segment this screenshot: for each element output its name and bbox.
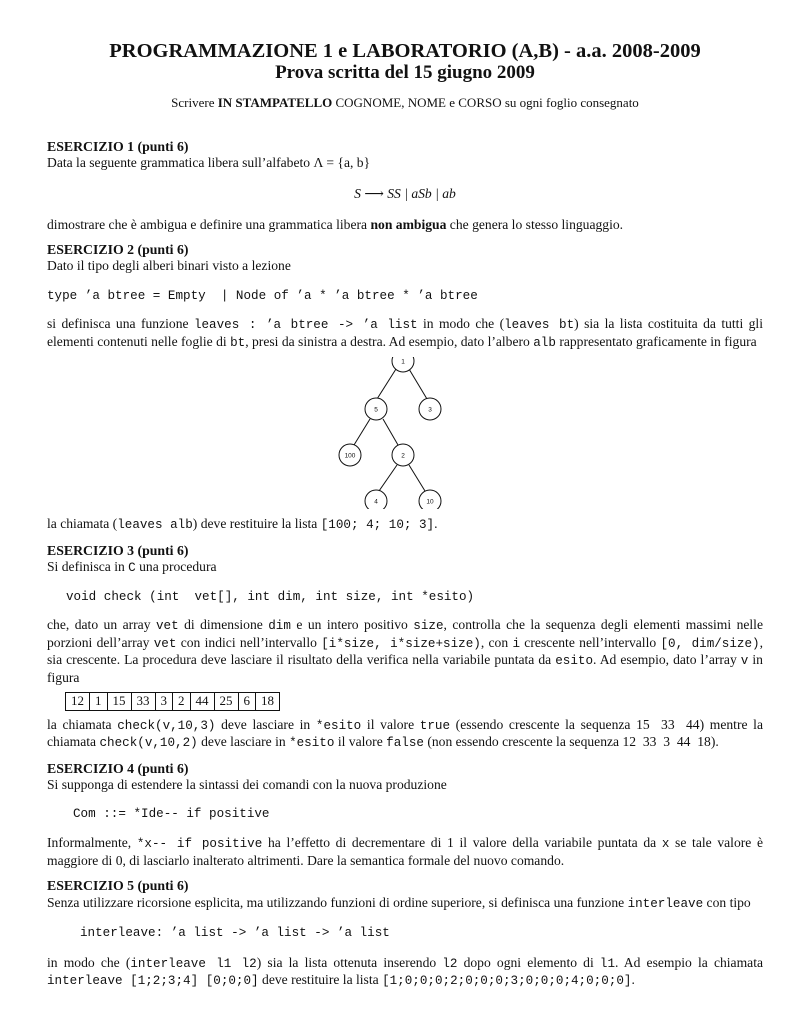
text: Senza utilizzare ricorsione esplicita, ma utilizzando funzioni di ordine superiore, si definisca una funzione — [47, 894, 628, 910]
text: ). — [710, 734, 719, 749]
text: si definisca una funzione — [47, 316, 194, 331]
text: che genera lo stesso linguaggio. — [446, 217, 624, 232]
text: crescente nell’intervallo — [520, 634, 661, 650]
exercise-2-intro: Dato il tipo degli alberi binari visto a lezione — [47, 258, 291, 273]
binary-tree-svg — [47, 357, 763, 509]
exercise-3-intro — [47, 559, 763, 577]
tree-node-label: 3 — [428, 406, 432, 414]
sequence: 12 33 3 44 18 — [622, 734, 711, 749]
text: deve lasciare in — [197, 734, 290, 749]
array-cell: 12 — [66, 693, 90, 711]
exercise-3-text — [47, 617, 763, 686]
text: (essendo crescente la sequenza — [450, 716, 637, 732]
inline-code: *esito — [289, 736, 335, 750]
text: dopo ogni elemento di — [457, 954, 600, 970]
inline-code: v — [740, 654, 749, 668]
text: rappresentato graficamente in figura — [555, 333, 757, 349]
text: in figura — [47, 652, 763, 685]
btree-type-code: type ’a btree = Empty | Node of ’a * ’a btree * ’a btree — [47, 288, 478, 303]
exercise-5-intro — [47, 895, 763, 913]
text: di dimensione — [178, 617, 269, 632]
inline-code: *x-- if positive — [136, 837, 263, 851]
array-row — [66, 693, 280, 711]
tree-node-label: 10 — [426, 498, 434, 506]
text: (non essendo crescente la sequenza — [423, 734, 623, 749]
text: in modo che ( — [47, 954, 131, 970]
inline-code: interleave [1;2;3;4] [0;0;0] — [47, 974, 259, 988]
exercise-2-text — [47, 316, 763, 351]
exercise-4-heading: ESERCIZIO 4 (punti 6) — [47, 760, 189, 776]
check-signature-code: void check (int vet[], int dim, int size, int *esito) — [66, 589, 475, 604]
com-production-code: Com ::= *Ide-- if positive — [73, 806, 270, 821]
text: , controlla che la sequenza degli elementi massimi nelle porzioni dell’array — [47, 617, 763, 650]
inline-code: [100; 4; 10; 3] — [320, 518, 435, 532]
tree-edge — [409, 465, 425, 491]
exercise-1-heading: ESERCIZIO 1 (punti 6) — [47, 138, 189, 154]
page-subtitle: Prova scritta del 15 giugno 2009 — [275, 62, 535, 83]
tree-node-label: 4 — [374, 498, 378, 506]
inline-code: vet — [155, 619, 179, 633]
inline-code: bt — [230, 335, 246, 350]
inline-code: *esito — [315, 718, 362, 733]
text: ) sia la lista costituita da tutti gli elementi contenuti nelle foglie di — [47, 316, 763, 349]
text: con tipo — [703, 894, 751, 910]
array-cell: 2 — [173, 693, 191, 711]
inline-code: interleave l1 l2 — [130, 956, 257, 971]
exercise-2-result — [47, 516, 763, 534]
tree-edges — [354, 369, 427, 491]
exercise-3-result — [47, 717, 763, 752]
text: , con — [480, 634, 513, 650]
inline-code: [i*size, i*size+size) — [321, 636, 481, 651]
inline-code: alb — [533, 335, 556, 350]
text: , sia crescente. La procedura deve lasciare il risultato della verifica nella variabile puntata da — [47, 634, 764, 667]
text: Si definisca in — [47, 559, 129, 574]
tree-node-label: 100 — [344, 452, 356, 460]
tree-edge — [409, 369, 427, 399]
exercise-5-heading: ESERCIZIO 5 (punti 6) — [47, 878, 189, 893]
instruction-text: Scrivere — [171, 95, 218, 110]
array-cell: 18 — [256, 693, 280, 711]
text: deve lasciare in — [215, 716, 316, 732]
text: Informalmente, — [47, 835, 137, 850]
example-array-table — [65, 692, 280, 711]
inline-code: i — [512, 636, 520, 651]
inline-code: esito — [555, 654, 594, 668]
text: ) sia la lista ottenuta inserendo — [256, 954, 443, 970]
array-cell: 1 — [90, 693, 108, 711]
exercise-2-heading: ESERCIZIO 2 (punti 6) — [47, 241, 189, 257]
text: , presi da sinistra a destra. Ad esempio, dato l’albero — [245, 333, 534, 349]
inline-code: C — [128, 561, 136, 575]
inline-code: check(v,10,2) — [99, 736, 198, 750]
text: ha l’effetto di decrementare di 1 il valore della variabile puntata da — [262, 835, 662, 850]
array-cell: 25 — [214, 693, 238, 711]
bold-text: non ambigua — [370, 217, 447, 232]
interleave-type-code: interleave: ’a list -> ’a list -> ’a list — [80, 926, 390, 940]
text: deve restituire la lista — [258, 972, 383, 987]
tree-node-label: 5 — [374, 406, 378, 414]
inline-code: l2 — [442, 956, 458, 971]
exam-page — [47, 40, 763, 990]
exercise-1-text — [47, 217, 763, 234]
inline-code: leaves alb — [117, 518, 193, 532]
array-cell: 6 — [238, 693, 256, 711]
exercise-3-heading: ESERCIZIO 3 (punti 6) — [47, 542, 189, 558]
text: . Ad esempio la chiamata — [615, 954, 764, 970]
inline-code: leaves : ’a btree -> ’a list — [193, 318, 418, 332]
tree-node-label: 2 — [401, 452, 405, 460]
text: . — [631, 972, 635, 987]
text: il valore — [361, 716, 420, 732]
inline-code: vet — [153, 636, 177, 651]
exercise-4-text — [47, 835, 763, 869]
text: dimostrare che è ambigua e definire una grammatica libera — [47, 217, 371, 232]
text: ) deve restituire la lista — [192, 516, 321, 531]
inline-code: check(v,10,3) — [117, 718, 216, 733]
instructions — [47, 95, 763, 112]
text: la chiamata ( — [47, 516, 118, 531]
text: . Ad esempio, dato l’array — [593, 652, 741, 667]
page-title: PROGRAMMAZIONE 1 e LABORATORIO (A,B) - a.a. 2008-2009 — [109, 40, 701, 62]
text: una procedura — [135, 559, 217, 574]
inline-code: interleave — [627, 896, 704, 911]
tree-edge — [354, 419, 370, 445]
text: ) mentre la chiamata — [47, 716, 763, 749]
text: e un intero positivo — [290, 617, 414, 632]
inline-code: [1;0;0;0;2;0;0;0;3;0;0;0;4;0;0;0] — [382, 974, 632, 988]
instruction-bold: IN STAMPATELLO — [217, 95, 333, 110]
text: . — [434, 516, 438, 531]
text: con indici nell’intervallo — [176, 634, 322, 650]
exercise-4-intro: Si supponga di estendere la sintassi dei comandi con la nuova produzione — [47, 777, 447, 792]
array-cell: 15 — [107, 693, 131, 711]
tree-edge — [383, 419, 398, 445]
instruction-text-2: COGNOME, NOME e CORSO su ogni foglio consegnato — [332, 95, 639, 110]
exercise-1-intro: Data la seguente grammatica libera sull’alfabeto Λ = {a, b} — [47, 155, 371, 170]
tree-edge — [379, 465, 397, 491]
inline-code: leaves bt — [504, 318, 575, 332]
text: se tale valore è maggiore di 0, di lasciarlo inalterato altrimenti. Dare la semantica formale del nuovo comando. — [47, 835, 764, 868]
grammar-formula: S ⟶ SS | aSb | ab — [354, 185, 456, 201]
array-cell: 3 — [155, 693, 173, 711]
exercise-5-text — [47, 955, 763, 990]
binary-tree-figure — [47, 357, 763, 509]
text: che, dato un array — [47, 617, 156, 632]
tree-edge — [377, 369, 396, 399]
sequence: 15 33 44 — [636, 716, 700, 732]
text: la chiamata — [47, 716, 118, 732]
inline-code: size — [413, 619, 444, 633]
inline-code: dim — [268, 619, 291, 633]
inline-code: false — [386, 736, 424, 750]
inline-code: true — [419, 718, 451, 733]
text: in modo che ( — [417, 316, 505, 331]
array-cell: 33 — [131, 693, 155, 711]
array-cell: 44 — [190, 693, 214, 711]
text: il valore — [334, 734, 387, 749]
inline-code: l1 — [599, 956, 616, 971]
inline-code: [0, dim/size) — [660, 636, 760, 651]
inline-code: x — [661, 837, 670, 851]
tree-node-label: 1 — [401, 358, 405, 366]
